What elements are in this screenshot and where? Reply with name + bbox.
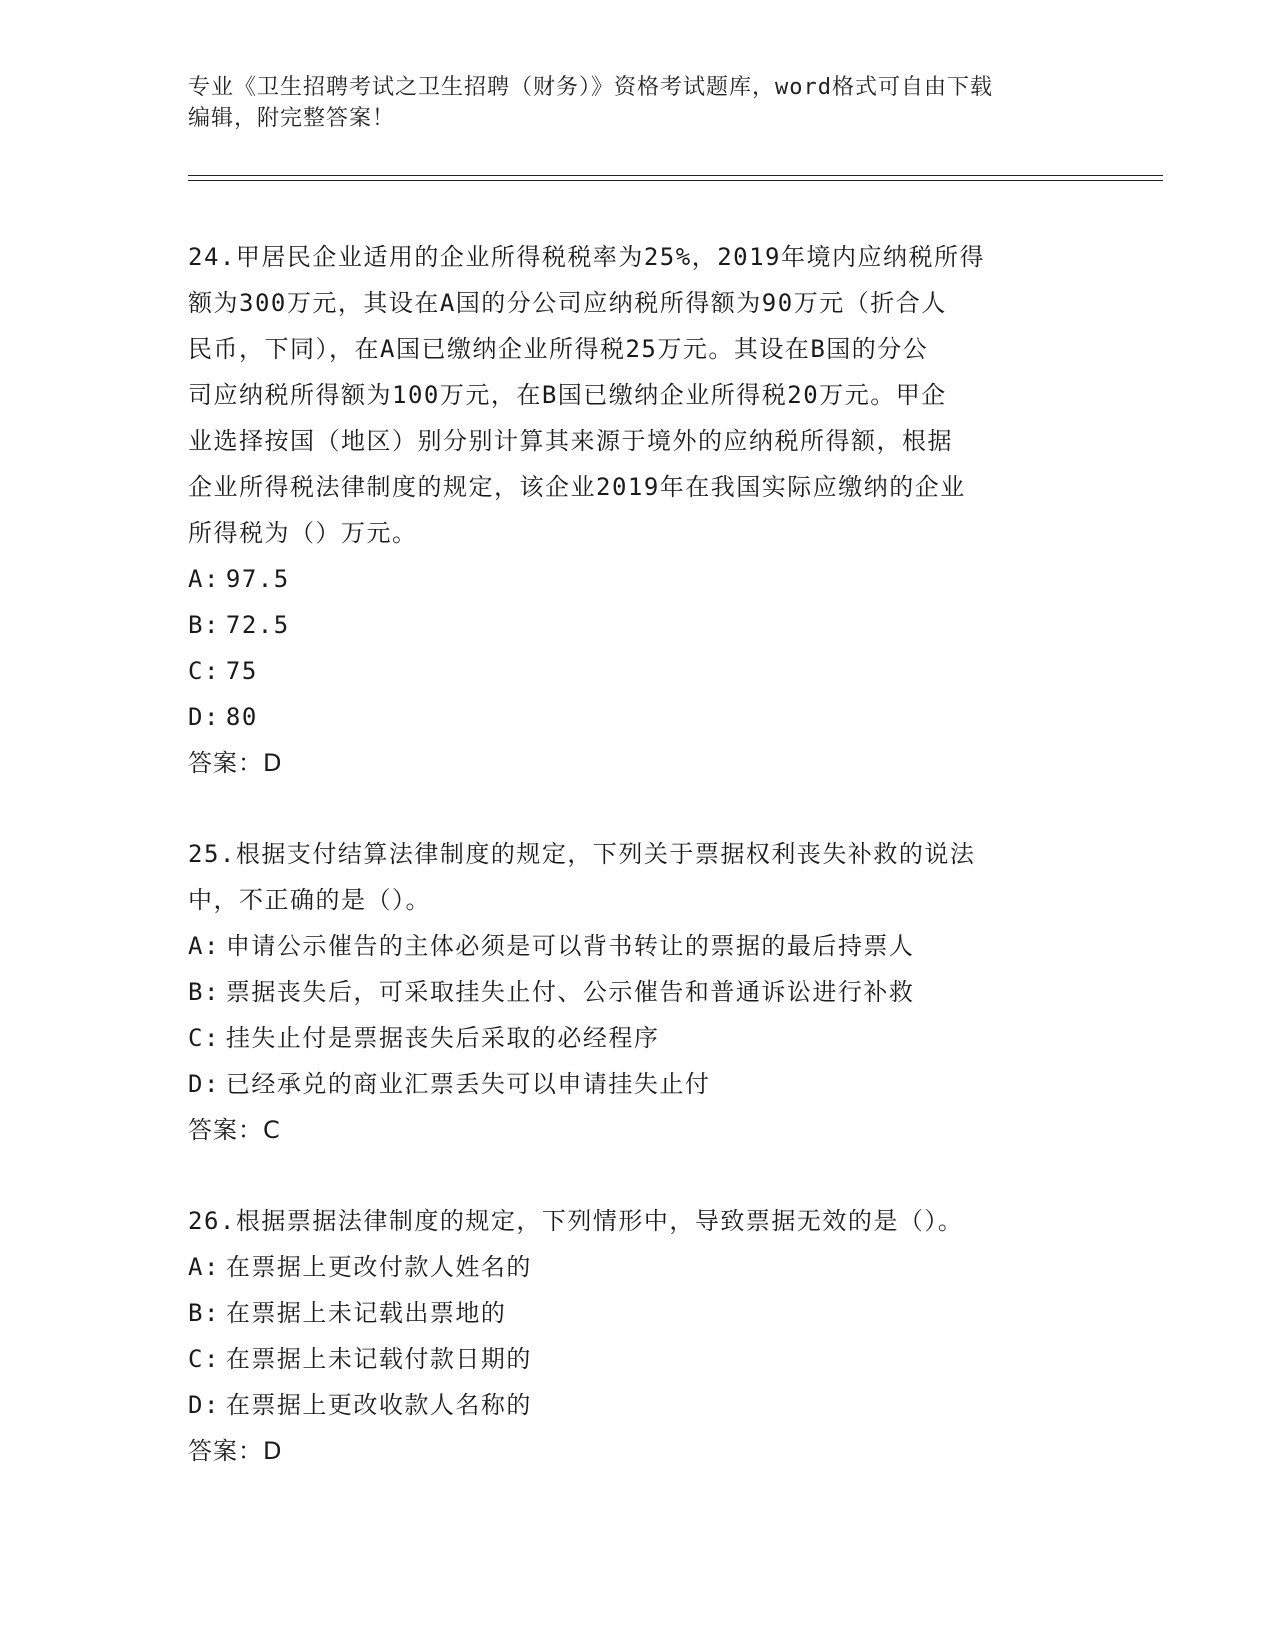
option-text: 80 [225,703,258,731]
option-letter: D: [188,1070,220,1098]
option-letter: C: [188,1345,220,1373]
option-text: 在票据上更改收款人名称的 [225,1391,532,1419]
question-text-line: 企业所得税法律制度的规定，该企业2019年在我国实际应缴纳的企业 [188,473,966,501]
header-line-2: 编辑，附完整答案！ [188,106,396,131]
option-a [188,923,1088,969]
answer-label: 答案：D [188,1437,283,1465]
option-b [188,602,1088,648]
option-letter: B: [188,1299,220,1327]
option-b [188,1290,1088,1336]
option-text: 72.5 [225,611,290,639]
question-26 [188,1198,1088,1474]
question-text-line: 所得税为（）万元。 [188,519,418,547]
question-text-line: 额为300万元，其设在A国的分公司应纳税所得额为90万元（折合人 [188,289,947,317]
option-letter: B: [188,611,220,639]
option-text: 挂失止付是票据丧失后采取的必经程序 [225,1024,660,1052]
question-text-line: 民币，下同），在A国已缴纳企业所得税25万元。其设在B国的分公 [188,335,929,363]
option-text: 在票据上未记载出票地的 [225,1299,507,1327]
option-letter: A: [188,565,220,593]
question-text-line: 24.甲居民企业适用的企业所得税税率为25%，2019年境内应纳税所得 [188,243,985,271]
option-c [188,1336,1088,1382]
question-text-line: 25.根据支付结算法律制度的规定，下列关于票据权利丧失补救的说法 [188,840,976,868]
header-divider-bottom [188,180,1163,181]
option-letter: D: [188,703,220,731]
answer-label: 答案：D [188,749,283,777]
option-text: 75 [225,657,258,685]
header-line-1: 专业《卫生招聘考试之卫生招聘（财务）》资格考试题库，word格式可自由下载 [188,75,993,100]
option-text: 97.5 [225,565,290,593]
option-letter: A: [188,1253,220,1281]
option-text: 已经承兑的商业汇票丢失可以申请挂失止付 [225,1070,711,1098]
option-d [188,1382,1088,1428]
option-b [188,969,1088,1015]
answer-label: 答案：C [188,1116,281,1144]
option-text: 在票据上更改付款人姓名的 [225,1253,532,1281]
option-text: 票据丧失后，可采取挂失止付、公示催告和普通诉讼进行补救 [225,978,915,1006]
question-25 [188,831,1088,1153]
header-divider-top [188,175,1163,176]
option-text: 在票据上未记载付款日期的 [225,1345,532,1373]
question-text-line: 业选择按国（地区）别分别计算其来源于境外的应纳税所得额，根据 [188,427,953,455]
option-letter: C: [188,1024,220,1052]
option-text: 申请公示催告的主体必须是可以背书转让的票据的最后持票人 [225,932,915,960]
option-letter: D: [188,1391,220,1419]
option-c [188,648,1088,694]
option-c [188,1015,1088,1061]
document-header [188,72,1068,134]
question-text-line: 中，不正确的是（）。 [188,886,431,914]
option-letter: A: [188,932,220,960]
question-24 [188,234,1088,786]
option-a [188,1244,1088,1290]
option-a [188,556,1088,602]
question-text-line: 司应纳税所得额为100万元，在B国已缴纳企业所得税20万元。甲企 [188,381,947,409]
question-text-line: 26.根据票据法律制度的规定，下列情形中，导致票据无效的是（）。 [188,1207,964,1235]
option-letter: B: [188,978,220,1006]
option-d [188,694,1088,740]
option-d [188,1061,1088,1107]
option-letter: C: [188,657,220,685]
